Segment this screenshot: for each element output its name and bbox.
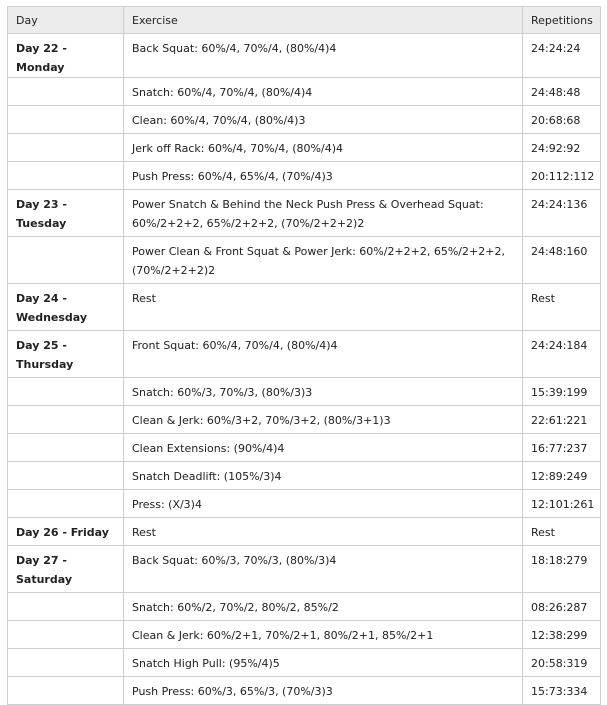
table-row bbox=[8, 284, 601, 331]
reps-cell: 12:101:261 bbox=[523, 490, 601, 518]
header-day: Day bbox=[8, 7, 124, 34]
reps-cell: 24:24:184 bbox=[523, 331, 601, 378]
day-cell bbox=[8, 162, 124, 190]
day-cell bbox=[8, 378, 124, 406]
table-row bbox=[8, 518, 601, 546]
day-cell bbox=[8, 134, 124, 162]
workout-table-container bbox=[7, 6, 600, 705]
table-row bbox=[8, 649, 601, 677]
table-row bbox=[8, 378, 601, 406]
day-cell bbox=[8, 406, 124, 434]
exercise-cell: Rest bbox=[124, 518, 523, 546]
reps-cell: Rest bbox=[523, 518, 601, 546]
table-row bbox=[8, 490, 601, 518]
table-row bbox=[8, 237, 601, 284]
reps-cell: 15:39:199 bbox=[523, 378, 601, 406]
day-cell bbox=[8, 106, 124, 134]
day-cell bbox=[8, 78, 124, 106]
day-cell bbox=[8, 677, 124, 705]
reps-cell: Rest bbox=[523, 284, 601, 331]
table-row bbox=[8, 677, 601, 705]
exercise-cell: Front Squat: 60%/4, 70%/4, (80%/4)4 bbox=[124, 331, 523, 378]
table-row bbox=[8, 434, 601, 462]
exercise-cell: Snatch High Pull: (95%/4)5 bbox=[124, 649, 523, 677]
reps-cell: 24:24:136 bbox=[523, 190, 601, 237]
exercise-cell: Clean & Jerk: 60%/3+2, 70%/3+2, (80%/3+1)3 bbox=[124, 406, 523, 434]
day-cell bbox=[8, 649, 124, 677]
reps-cell: 12:89:249 bbox=[523, 462, 601, 490]
reps-cell: 16:77:237 bbox=[523, 434, 601, 462]
day-cell: Day 23 - Tuesday bbox=[8, 190, 124, 237]
day-cell bbox=[8, 434, 124, 462]
day-cell bbox=[8, 490, 124, 518]
table-row bbox=[8, 78, 601, 106]
exercise-cell: Push Press: 60%/3, 65%/3, (70%/3)3 bbox=[124, 677, 523, 705]
exercise-cell: Power Clean & Front Squat & Power Jerk: 60%/2+2+2, 65%/2+2+2, (70%/2+2+2)2 bbox=[124, 237, 523, 284]
reps-cell: 24:24:24 bbox=[523, 34, 601, 78]
reps-cell: 20:112:112 bbox=[523, 162, 601, 190]
reps-cell: 20:68:68 bbox=[523, 106, 601, 134]
table-row bbox=[8, 134, 601, 162]
day-cell bbox=[8, 621, 124, 649]
exercise-cell: Back Squat: 60%/3, 70%/3, (80%/3)4 bbox=[124, 546, 523, 593]
exercise-cell: Press: (X/3)4 bbox=[124, 490, 523, 518]
exercise-cell: Clean Extensions: (90%/4)4 bbox=[124, 434, 523, 462]
day-cell: Day 27 - Saturday bbox=[8, 546, 124, 593]
day-cell: Day 25 - Thursday bbox=[8, 331, 124, 378]
reps-cell: 22:61:221 bbox=[523, 406, 601, 434]
table-row bbox=[8, 34, 601, 78]
day-cell: Day 26 - Friday bbox=[8, 518, 124, 546]
exercise-cell: Power Snatch & Behind the Neck Push Press & Overhead Squat: 60%/2+2+2, 65%/2+2+2, (70%/2+2+2)2 bbox=[124, 190, 523, 237]
exercise-cell: Rest bbox=[124, 284, 523, 331]
table-row bbox=[8, 106, 601, 134]
table-row bbox=[8, 190, 601, 237]
reps-cell: 15:73:334 bbox=[523, 677, 601, 705]
table-row bbox=[8, 331, 601, 378]
table-row bbox=[8, 546, 601, 593]
table-row bbox=[8, 162, 601, 190]
table-row bbox=[8, 621, 601, 649]
reps-cell: 20:58:319 bbox=[523, 649, 601, 677]
exercise-cell: Snatch Deadlift: (105%/3)4 bbox=[124, 462, 523, 490]
day-cell bbox=[8, 462, 124, 490]
header-repetitions: Repetitions bbox=[523, 7, 601, 34]
day-cell: Day 22 - Monday bbox=[8, 34, 124, 78]
exercise-cell: Clean & Jerk: 60%/2+1, 70%/2+1, 80%/2+1, 85%/2+1 bbox=[124, 621, 523, 649]
workout-table bbox=[7, 6, 601, 705]
reps-cell: 18:18:279 bbox=[523, 546, 601, 593]
table-row bbox=[8, 462, 601, 490]
table-row bbox=[8, 593, 601, 621]
exercise-cell: Push Press: 60%/4, 65%/4, (70%/4)3 bbox=[124, 162, 523, 190]
day-cell bbox=[8, 593, 124, 621]
reps-cell: 24:48:160 bbox=[523, 237, 601, 284]
exercise-cell: Snatch: 60%/4, 70%/4, (80%/4)4 bbox=[124, 78, 523, 106]
reps-cell: 12:38:299 bbox=[523, 621, 601, 649]
table-row bbox=[8, 406, 601, 434]
exercise-cell: Snatch: 60%/3, 70%/3, (80%/3)3 bbox=[124, 378, 523, 406]
exercise-cell: Jerk off Rack: 60%/4, 70%/4, (80%/4)4 bbox=[124, 134, 523, 162]
exercise-cell: Clean: 60%/4, 70%/4, (80%/4)3 bbox=[124, 106, 523, 134]
day-cell: Day 24 - Wednesday bbox=[8, 284, 124, 331]
reps-cell: 24:48:48 bbox=[523, 78, 601, 106]
table-header-row bbox=[8, 7, 601, 34]
day-cell bbox=[8, 237, 124, 284]
reps-cell: 08:26:287 bbox=[523, 593, 601, 621]
reps-cell: 24:92:92 bbox=[523, 134, 601, 162]
exercise-cell: Snatch: 60%/2, 70%/2, 80%/2, 85%/2 bbox=[124, 593, 523, 621]
exercise-cell: Back Squat: 60%/4, 70%/4, (80%/4)4 bbox=[124, 34, 523, 78]
header-exercise: Exercise bbox=[124, 7, 523, 34]
